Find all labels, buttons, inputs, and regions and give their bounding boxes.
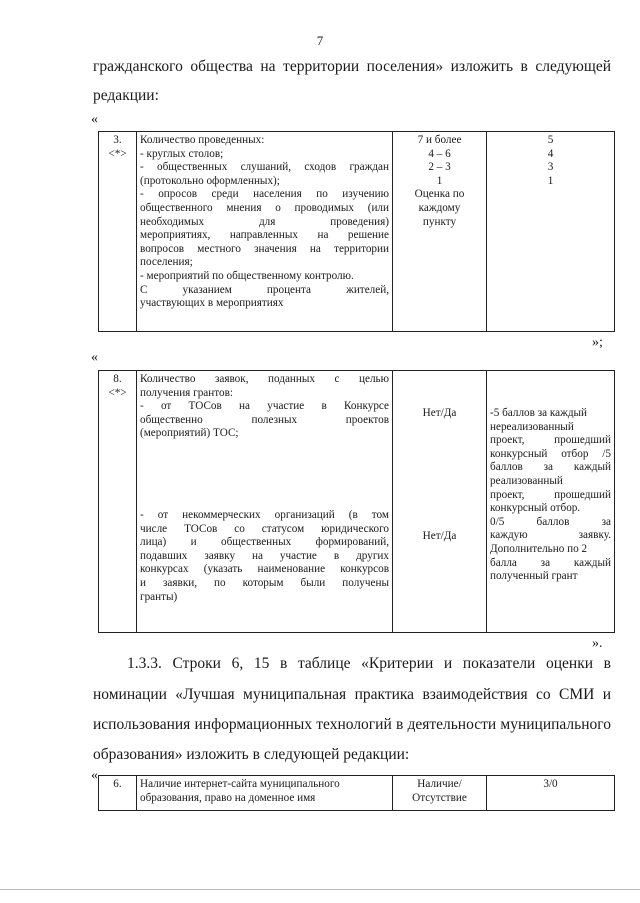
criteria-line: поселения;	[140, 256, 193, 269]
points-line: Дополнительно по 2	[490, 542, 588, 555]
criteria-line: - опросов среди населения по изучению	[140, 188, 389, 201]
criteria-line: Количество проведенных:	[140, 134, 265, 146]
points-line: каждую заявку.	[490, 529, 611, 542]
points-line: 1	[547, 174, 554, 187]
row-note-mark: <*>	[108, 386, 127, 399]
row-number: 3.	[113, 134, 122, 146]
row-note-mark: <*>	[108, 147, 127, 160]
points-line: проект, прошедший	[490, 488, 611, 501]
value-line: Нет/Да	[422, 529, 457, 542]
quote-open-2: «	[91, 350, 98, 365]
table-row	[99, 776, 615, 811]
page-bottom-rule	[0, 889, 640, 890]
points-line: проект, прошедший	[490, 434, 611, 447]
criteria-line: - от ТОСов на участие в Конкурсе	[140, 400, 389, 413]
page-number: 7	[316, 33, 324, 48]
points-line: конкурсный отбор /5	[490, 447, 611, 460]
points-cell	[487, 371, 615, 633]
values-cell	[393, 132, 487, 332]
value-line: Наличие/	[417, 778, 462, 790]
intro-line-1: гражданского общества на территории поселения» изложить в следующей	[93, 58, 611, 75]
criteria-line: необходимых для проведения)	[140, 215, 389, 228]
points-line: конкурсный отбор.	[490, 502, 581, 515]
value-line: пункту	[422, 215, 457, 228]
points-line: 5	[547, 134, 554, 146]
criteria-line: общественно полезных проектов	[140, 413, 389, 426]
section-line-3: использования информационных технологий в деятельности муниципального	[93, 716, 611, 733]
points-line: 3	[547, 161, 554, 174]
criteria-line: С указанием процента жителей,	[140, 283, 389, 296]
value-line: 1	[436, 174, 443, 187]
points-line: 4	[547, 147, 554, 160]
criteria-line: получения грантов:	[140, 386, 233, 399]
criteria-cell	[137, 776, 393, 811]
criteria-line: конкурсах (указать наименование конкурсов	[140, 563, 389, 576]
points-line: реализованный	[490, 474, 563, 487]
criteria-line: и заявки, по которым были получены	[140, 576, 389, 589]
points-cell	[487, 132, 615, 332]
value-line: 2 – 3	[428, 161, 451, 174]
points-line: нереализованный	[490, 420, 574, 433]
values-cell	[393, 776, 487, 811]
section-line-1: 1.3.3. Строки 6, 15 в таблице «Критерии и показатели оценки в	[127, 655, 611, 672]
quote-close-2: ».	[592, 636, 603, 651]
criteria-line: Наличие интернет-сайта муниципального	[140, 778, 340, 790]
criteria-line: гранты)	[140, 590, 178, 603]
points-line: баллов за каждый	[490, 461, 611, 474]
criteria-line: (протокольно оформленных);	[140, 174, 280, 187]
points-cell: 3/0	[487, 776, 615, 811]
criteria-line: подавших заявку на участие в других	[140, 549, 389, 562]
criteria-line: мероприятиях, направленных на решение	[140, 229, 389, 242]
table-row	[99, 132, 615, 332]
row-number: 6.	[99, 776, 137, 811]
criteria-line: Количество заявок, поданных с целью	[140, 373, 389, 385]
points-line: полученный грант	[490, 570, 578, 583]
value-line: Нет/Да	[422, 407, 457, 419]
criteria-line: участвующих в мероприятиях	[140, 297, 284, 310]
points-line: 0/5 баллов за	[490, 515, 611, 528]
criteria-line: числе ТОСов со статусом юридического	[140, 522, 389, 535]
row-number: 8.	[113, 373, 122, 385]
value-line: Отсутствие	[412, 791, 467, 804]
criteria-table-row-6	[98, 775, 615, 811]
quote-open-1: «	[91, 112, 98, 127]
value-line: Оценка по	[414, 188, 465, 201]
value-line: 7 и более	[417, 134, 462, 146]
criteria-line: - от некоммерческих организаций (в том	[140, 508, 389, 521]
row-number-cell	[99, 132, 137, 332]
section-line-4: образования» изложить в следующей редакции:	[93, 746, 410, 763]
criteria-line: общественного мнения о проводимых (или	[140, 201, 389, 214]
points-line: балла за каждый	[490, 556, 611, 569]
criteria-line: - общественных слушаний, сходов граждан	[140, 161, 389, 174]
criteria-line: лица) и общественных формирований,	[140, 536, 389, 549]
section-line-2: номинации «Лучшая муниципальная практика взаимодействия со СМИ и	[93, 686, 611, 703]
criteria-cell	[137, 371, 393, 633]
intro-line-2: редакции:	[93, 87, 159, 104]
criteria-line: (мероприятий) ТОС;	[140, 427, 239, 440]
points-line: -5 баллов за каждый	[490, 407, 588, 419]
criteria-table-row-3	[98, 131, 615, 332]
criteria-line: - мероприятий по общественному контролю.	[140, 269, 354, 282]
quote-close-1: »;	[592, 335, 603, 350]
criteria-line: образования, право на доменное имя	[140, 791, 316, 804]
criteria-line: вопросов местного значения на территории	[140, 242, 389, 255]
quote-open-3: «	[91, 768, 98, 783]
criteria-cell	[137, 132, 393, 332]
criteria-line: - круглых столов;	[140, 147, 224, 160]
values-cell	[393, 371, 487, 633]
table-row	[99, 371, 615, 633]
row-number-cell	[99, 371, 137, 633]
value-line: 4 – 6	[428, 147, 451, 160]
criteria-table-row-8	[98, 370, 615, 633]
value-line: каждому	[418, 201, 461, 214]
